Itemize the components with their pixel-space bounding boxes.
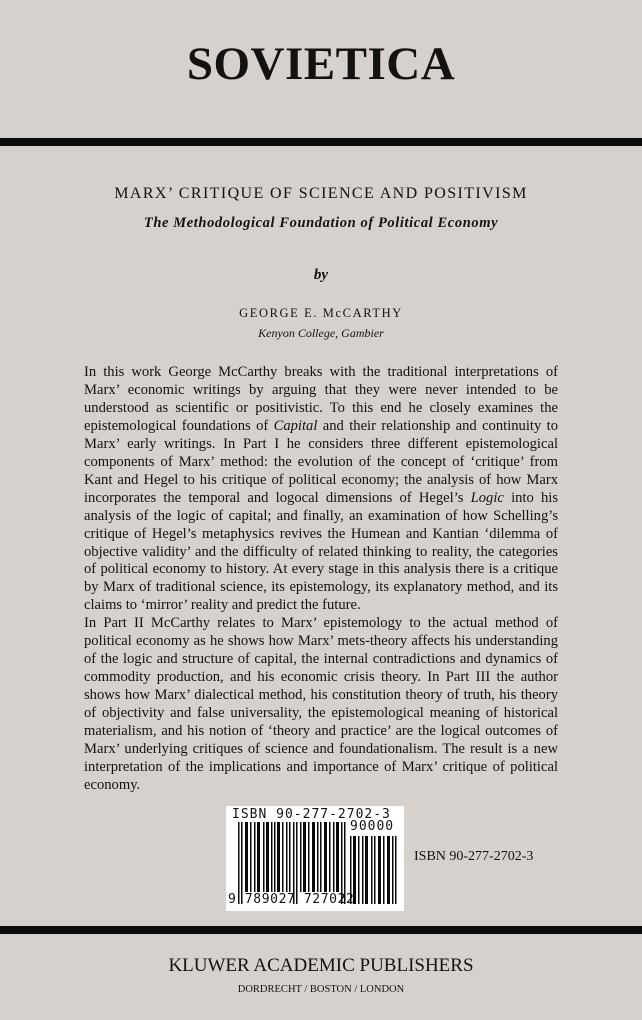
ean-group-1: 789027 — [244, 892, 296, 907]
blurb — [84, 364, 558, 795]
blurb-text: and their relationship and continuity to Marx’ early writings. In Part I he considers three different epistemological components of Marx’ method: the evolution of the concept of ‘critique’ from Kant and Hegel to his critique of political economy; the analysis of how Marx incorporates the temporal and logocal dimensions of Hegel’s — [84, 417, 558, 506]
blurb-paragraph-2: In Part II McCarthy relates to Marx’ epistemology to the actual method of political economy as he shows how Marx’ mets-theory affects his understanding of the logic and structure of capital, the internal contradictions and dynamics of commodity production, and his economic crisis theory. In Part III the author shows how Marx’ dialectical method, his constitution theory of truth, his theory of objectivity and false universality, the epistemological meaning of historical materialism, and his notion of ‘theory and practice’ are the logical outcomes of Marx’ underlying critiques of science and foundationalism. The result is a new interpretation of the implications and importance of Marx’ critique of political economy. — [84, 615, 558, 793]
ean-first-digit: 9 — [228, 892, 237, 907]
barcode-ean-number — [228, 893, 354, 907]
blurb-text: In this work George McCarthy breaks with the traditional interpretations of Marx’ economic writings by arguing that they were never intended to be understood as scientific or positivistic. To this end he closely examines the epistemological foundations of — [84, 364, 558, 434]
bottom-rule — [0, 926, 642, 934]
author-name: GEORGE E. McCARTHY — [239, 306, 403, 320]
author-affiliation: Kenyon College, Gambier — [258, 326, 384, 340]
top-rule — [0, 138, 642, 146]
barcode — [226, 806, 404, 911]
blurb-italic-capital: Capital — [273, 417, 318, 434]
publisher-cities: DORDRECHT / BOSTON / LONDON — [237, 984, 405, 995]
by-line: by — [313, 267, 329, 283]
publisher-name: KLUWER ACADEMIC PUBLISHERS — [168, 955, 474, 976]
book-subtitle: The Methodological Foundation of Political Economy — [143, 215, 499, 231]
blurb-text: into his analysis of the logic of capital; and finally, an examination of how Schelling’s critique of Hegel’s metaphysics revives the Humean and Kantian ‘dilemma of objective validity’ and the difficulty of related thinking to reality, the categories of political economy to history. At every stage in this analysis there is a critique by Marx of traditional science, its epistemology, its explanatory method, and its claims to ‘mirror’ reality and predict the future. — [84, 489, 558, 614]
blurb-italic-logic: Logic — [470, 489, 504, 506]
blurb-paragraph-1 — [84, 364, 558, 615]
ean-group-2: 727022 — [303, 892, 355, 907]
series-title: SOVIETICA — [186, 38, 456, 90]
barcode-addon-number: 90000 — [350, 819, 395, 834]
isbn-label: ISBN 90-277-2702-3 — [414, 849, 534, 864]
barcode-isbn-text: ISBN 90-277-2702-3 — [232, 807, 391, 822]
book-title: MARX’ CRITIQUE OF SCIENCE AND POSITIVISM — [114, 185, 528, 202]
